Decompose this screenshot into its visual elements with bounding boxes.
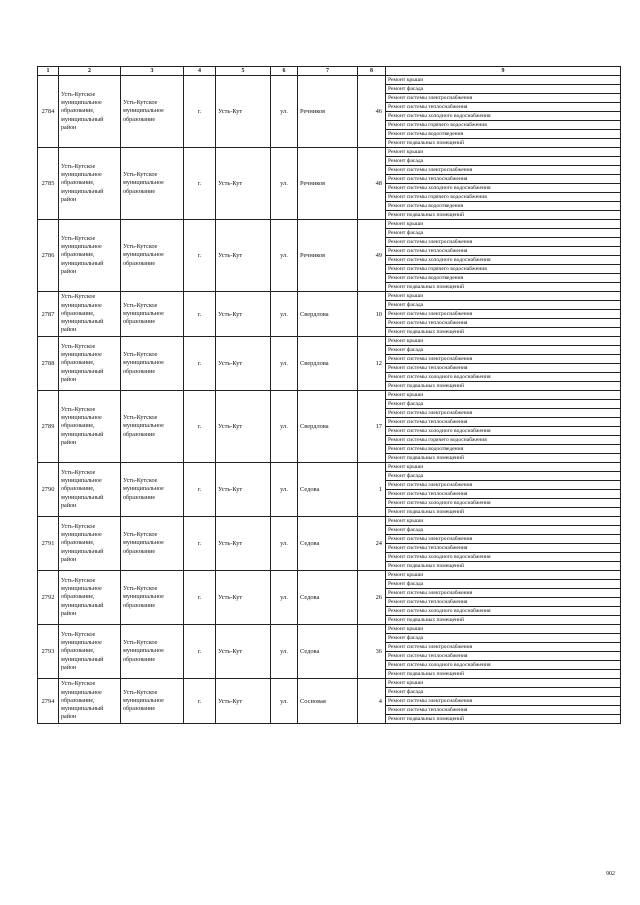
- locality-type-cell: г.: [184, 337, 216, 391]
- locality-cell: Усть-Кут: [216, 148, 271, 220]
- work-item: Ремонт системы холодного водоснабжения: [386, 256, 621, 265]
- row-number: 2793: [38, 625, 59, 679]
- work-item: Ремонт системы водоотведения: [386, 202, 621, 211]
- municipality-cell: Усть-Кутское муниципальное образование, муниципальный район: [59, 571, 121, 625]
- work-item: Ремонт крыши: [386, 292, 621, 301]
- municipality-cell: Усть-Кутское муниципальное образование, муниципальный район: [59, 679, 121, 724]
- street-cell: Седова: [298, 517, 358, 571]
- work-item: Ремонт системы теплоснабжения: [386, 103, 621, 112]
- work-item: Ремонт фасада: [386, 157, 621, 166]
- table-row: [38, 571, 621, 580]
- work-item: Ремонт крыши: [386, 76, 621, 85]
- work-item: Ремонт системы холодного водоснабжения: [386, 112, 621, 121]
- col-header: 9: [386, 67, 621, 76]
- row-number: 2788: [38, 337, 59, 391]
- work-item: Ремонт подвальных помещений: [386, 283, 621, 292]
- municipality-cell: Усть-Кутское муниципальное образование, муниципальный район: [59, 625, 121, 679]
- locality-type-cell: г.: [184, 292, 216, 337]
- work-item: Ремонт системы теплоснабжения: [386, 418, 621, 427]
- work-item: Ремонт подвальных помещений: [386, 382, 621, 391]
- house-cell: 36: [358, 625, 386, 679]
- col-header: 3: [121, 67, 184, 76]
- street-cell: Свердлова: [298, 391, 358, 463]
- work-item: Ремонт крыши: [386, 625, 621, 634]
- work-item: Ремонт системы теплоснабжения: [386, 319, 621, 328]
- work-item: Ремонт системы холодного водоснабжения: [386, 499, 621, 508]
- work-item: Ремонт крыши: [386, 463, 621, 472]
- work-item: Ремонт системы теплоснабжения: [386, 490, 621, 499]
- work-item: Ремонт системы электроснабжения: [386, 355, 621, 364]
- col-header: 8: [358, 67, 386, 76]
- settlement-cell: Усть-Кутское муниципальное образование: [121, 76, 184, 148]
- settlement-cell: Усть-Кутское муниципальное образование: [121, 679, 184, 724]
- street-cell: Свердлова: [298, 337, 358, 391]
- col-header: 6: [271, 67, 298, 76]
- work-item: Ремонт фасада: [386, 634, 621, 643]
- house-cell: 26: [358, 571, 386, 625]
- locality-cell: Усть-Кут: [216, 463, 271, 517]
- street-type-cell: ул.: [271, 679, 298, 724]
- locality-cell: Усть-Кут: [216, 625, 271, 679]
- work-item: Ремонт системы теплоснабжения: [386, 544, 621, 553]
- street-cell: Сосновая: [298, 679, 358, 724]
- work-item: Ремонт фасада: [386, 526, 621, 535]
- work-item: Ремонт системы горячего водоснабжения: [386, 265, 621, 274]
- col-header: 5: [216, 67, 271, 76]
- street-cell: Речников: [298, 220, 358, 292]
- table-row: [38, 337, 621, 346]
- work-item: Ремонт системы электроснабжения: [386, 238, 621, 247]
- row-number: 2791: [38, 517, 59, 571]
- work-item: Ремонт крыши: [386, 148, 621, 157]
- row-number: 2787: [38, 292, 59, 337]
- house-cell: 4: [358, 679, 386, 724]
- municipality-cell: Усть-Кутское муниципальное образование, муниципальный район: [59, 292, 121, 337]
- settlement-cell: Усть-Кутское муниципальное образование: [121, 148, 184, 220]
- locality-cell: Усть-Кут: [216, 517, 271, 571]
- work-item: Ремонт системы горячего водоснабжения: [386, 436, 621, 445]
- street-cell: Свердлова: [298, 292, 358, 337]
- work-item: Ремонт системы электроснабжения: [386, 481, 621, 490]
- locality-cell: Усть-Кут: [216, 337, 271, 391]
- table-row: [38, 391, 621, 400]
- locality-cell: Усть-Кут: [216, 76, 271, 148]
- work-item: Ремонт подвальных помещений: [386, 328, 621, 337]
- work-item: Ремонт системы водоотведения: [386, 274, 621, 283]
- settlement-cell: Усть-Кутское муниципальное образование: [121, 625, 184, 679]
- settlement-cell: Усть-Кутское муниципальное образование: [121, 571, 184, 625]
- col-header: 1: [38, 67, 59, 76]
- locality-cell: Усть-Кут: [216, 571, 271, 625]
- locality-cell: Усть-Кут: [216, 292, 271, 337]
- work-item: Ремонт крыши: [386, 337, 621, 346]
- street-type-cell: ул.: [271, 148, 298, 220]
- table-row: [38, 463, 621, 472]
- work-item: Ремонт системы горячего водоснабжения: [386, 121, 621, 130]
- locality-type-cell: г.: [184, 391, 216, 463]
- work-item: Ремонт системы холодного водоснабжения: [386, 373, 621, 382]
- work-item: Ремонт системы теплоснабжения: [386, 364, 621, 373]
- work-item: Ремонт системы горячего водоснабжения: [386, 193, 621, 202]
- locality-type-cell: г.: [184, 625, 216, 679]
- work-item: Ремонт системы электроснабжения: [386, 697, 621, 706]
- municipality-cell: Усть-Кутское муниципальное образование, муниципальный район: [59, 337, 121, 391]
- row-number: 2786: [38, 220, 59, 292]
- locality-cell: Усть-Кут: [216, 679, 271, 724]
- work-item: Ремонт системы холодного водоснабжения: [386, 661, 621, 670]
- table-row: [38, 148, 621, 157]
- work-item: Ремонт системы теплоснабжения: [386, 598, 621, 607]
- street-type-cell: ул.: [271, 625, 298, 679]
- work-item: Ремонт крыши: [386, 391, 621, 400]
- work-item: Ремонт фасада: [386, 688, 621, 697]
- row-number: 2789: [38, 391, 59, 463]
- row-number: 2794: [38, 679, 59, 724]
- work-item: Ремонт подвальных помещений: [386, 715, 621, 724]
- work-item: Ремонт подвальных помещений: [386, 211, 621, 220]
- municipality-cell: Усть-Кутское муниципальное образование, муниципальный район: [59, 517, 121, 571]
- work-item: Ремонт системы теплоснабжения: [386, 706, 621, 715]
- work-item: Ремонт системы электроснабжения: [386, 310, 621, 319]
- work-item: Ремонт крыши: [386, 517, 621, 526]
- street-type-cell: ул.: [271, 292, 298, 337]
- settlement-cell: Усть-Кутское муниципальное образование: [121, 292, 184, 337]
- work-item: Ремонт системы холодного водоснабжения: [386, 427, 621, 436]
- table-row: [38, 517, 621, 526]
- header-row: [38, 67, 621, 76]
- work-item: Ремонт фасада: [386, 400, 621, 409]
- house-cell: 24: [358, 517, 386, 571]
- street-cell: Седова: [298, 625, 358, 679]
- col-header: 2: [59, 67, 121, 76]
- work-item: Ремонт системы холодного водоснабжения: [386, 184, 621, 193]
- municipality-cell: Усть-Кутское муниципальное образование, муниципальный район: [59, 76, 121, 148]
- settlement-cell: Усть-Кутское муниципальное образование: [121, 517, 184, 571]
- work-item: Ремонт системы холодного водоснабжения: [386, 553, 621, 562]
- works-table: [37, 66, 621, 724]
- street-type-cell: ул.: [271, 571, 298, 625]
- street-type-cell: ул.: [271, 391, 298, 463]
- municipality-cell: Усть-Кутское муниципальное образование, муниципальный район: [59, 220, 121, 292]
- work-item: Ремонт подвальных помещений: [386, 454, 621, 463]
- row-number: 2790: [38, 463, 59, 517]
- work-item: Ремонт фасада: [386, 346, 621, 355]
- street-type-cell: ул.: [271, 220, 298, 292]
- house-cell: 46: [358, 76, 386, 148]
- work-item: Ремонт фасада: [386, 229, 621, 238]
- house-cell: 17: [358, 391, 386, 463]
- house-cell: 10: [358, 292, 386, 337]
- work-item: Ремонт системы водоотведения: [386, 445, 621, 454]
- work-item: Ремонт подвальных помещений: [386, 508, 621, 517]
- street-type-cell: ул.: [271, 517, 298, 571]
- street-type-cell: ул.: [271, 76, 298, 148]
- table-row: [38, 679, 621, 688]
- work-item: Ремонт системы электроснабжения: [386, 94, 621, 103]
- row-number: 2785: [38, 148, 59, 220]
- street-type-cell: ул.: [271, 337, 298, 391]
- locality-type-cell: г.: [184, 571, 216, 625]
- street-cell: Седова: [298, 571, 358, 625]
- table-row: [38, 292, 621, 301]
- street-cell: Речников: [298, 76, 358, 148]
- work-item: Ремонт системы электроснабжения: [386, 589, 621, 598]
- work-item: Ремонт системы теплоснабжения: [386, 652, 621, 661]
- house-cell: 49: [358, 220, 386, 292]
- locality-cell: Усть-Кут: [216, 220, 271, 292]
- work-item: Ремонт системы водоотведения: [386, 130, 621, 139]
- work-item: Ремонт крыши: [386, 571, 621, 580]
- work-item: Ремонт подвальных помещений: [386, 139, 621, 148]
- work-item: Ремонт системы холодного водоснабжения: [386, 607, 621, 616]
- work-item: Ремонт крыши: [386, 679, 621, 688]
- work-item: Ремонт подвальных помещений: [386, 616, 621, 625]
- row-number: 2792: [38, 571, 59, 625]
- work-item: Ремонт системы теплоснабжения: [386, 175, 621, 184]
- settlement-cell: Усть-Кутское муниципальное образование: [121, 220, 184, 292]
- work-item: Ремонт системы электроснабжения: [386, 643, 621, 652]
- table-row: [38, 625, 621, 634]
- locality-type-cell: г.: [184, 76, 216, 148]
- table-body: [38, 76, 621, 724]
- settlement-cell: Усть-Кутское муниципальное образование: [121, 463, 184, 517]
- locality-type-cell: г.: [184, 463, 216, 517]
- locality-cell: Усть-Кут: [216, 391, 271, 463]
- street-type-cell: ул.: [271, 463, 298, 517]
- locality-type-cell: г.: [184, 679, 216, 724]
- work-item: Ремонт системы электроснабжения: [386, 535, 621, 544]
- house-cell: 12: [358, 337, 386, 391]
- street-cell: Седова: [298, 463, 358, 517]
- col-header: 7: [298, 67, 358, 76]
- table-row: [38, 76, 621, 85]
- municipality-cell: Усть-Кутское муниципальное образование, муниципальный район: [59, 463, 121, 517]
- settlement-cell: Усть-Кутское муниципальное образование: [121, 337, 184, 391]
- col-header: 4: [184, 67, 216, 76]
- locality-type-cell: г.: [184, 148, 216, 220]
- house-cell: 48: [358, 148, 386, 220]
- work-item: Ремонт фасада: [386, 580, 621, 589]
- table-row: [38, 220, 621, 229]
- work-item: Ремонт системы теплоснабжения: [386, 247, 621, 256]
- settlement-cell: Усть-Кутское муниципальное образование: [121, 391, 184, 463]
- municipality-cell: Усть-Кутское муниципальное образование, муниципальный район: [59, 148, 121, 220]
- work-item: Ремонт системы электроснабжения: [386, 409, 621, 418]
- locality-type-cell: г.: [184, 220, 216, 292]
- work-item: Ремонт фасада: [386, 472, 621, 481]
- work-item: Ремонт фасада: [386, 85, 621, 94]
- work-item: Ремонт фасада: [386, 301, 621, 310]
- work-item: Ремонт подвальных помещений: [386, 670, 621, 679]
- house-cell: 1: [358, 463, 386, 517]
- street-cell: Речников: [298, 148, 358, 220]
- row-number: 2784: [38, 76, 59, 148]
- locality-type-cell: г.: [184, 517, 216, 571]
- work-item: Ремонт системы электроснабжения: [386, 166, 621, 175]
- work-item: Ремонт крыши: [386, 220, 621, 229]
- page-number: 902: [606, 871, 615, 877]
- municipality-cell: Усть-Кутское муниципальное образование, муниципальный район: [59, 391, 121, 463]
- work-item: Ремонт подвальных помещений: [386, 562, 621, 571]
